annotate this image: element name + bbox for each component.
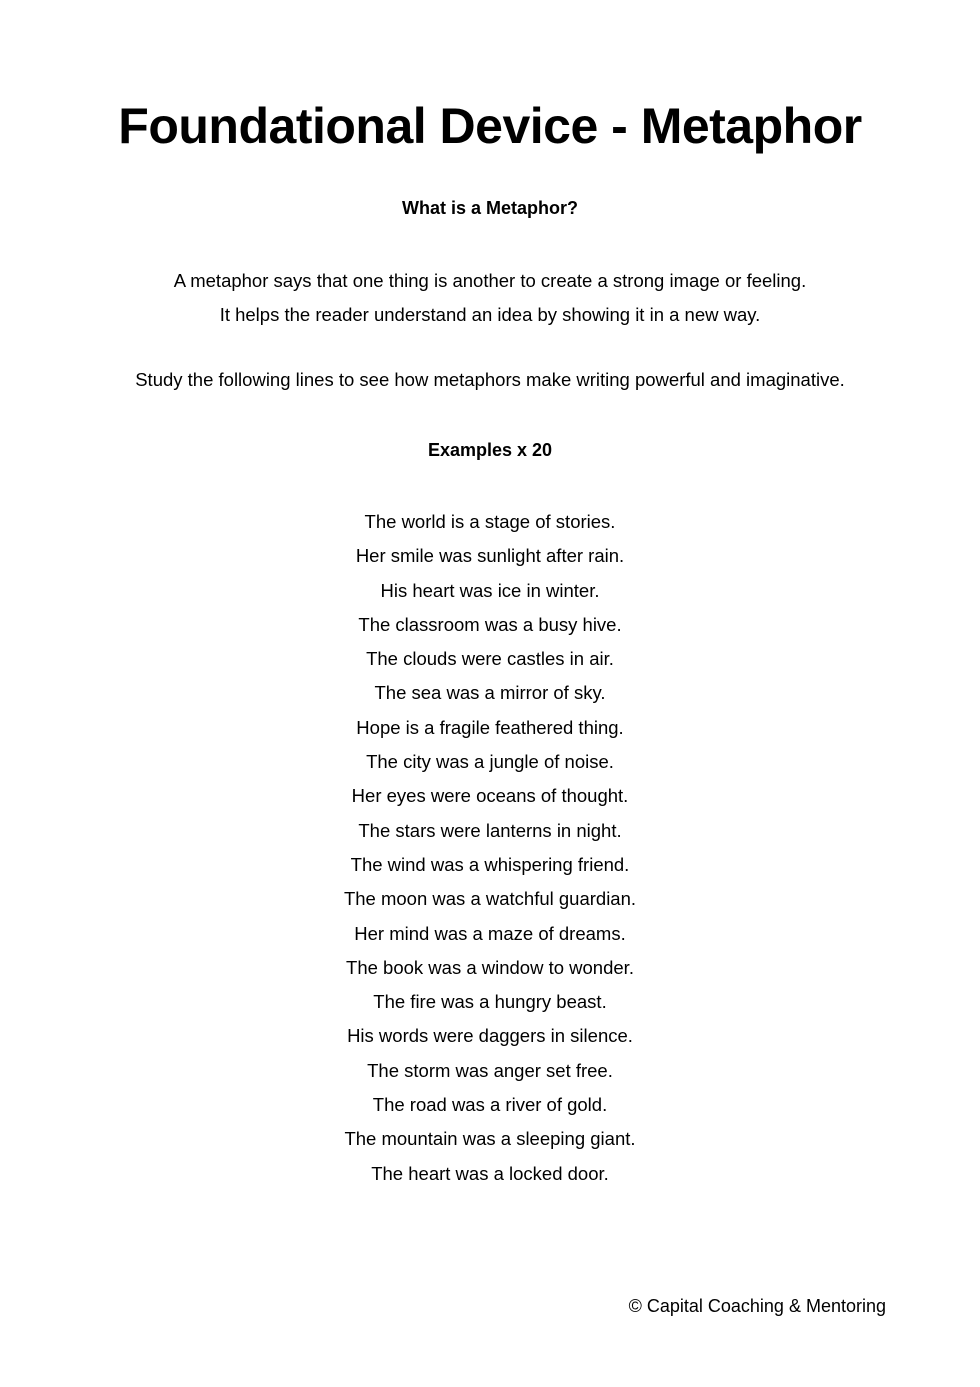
- intro-line: A metaphor says that one thing is another to create a strong image or feeling.: [173, 270, 807, 291]
- example-item: The heart was a locked door.: [371, 1162, 609, 1184]
- intro-paragraph: [0, 264, 980, 332]
- example-item: His heart was ice in winter.: [380, 579, 600, 601]
- examples-heading: Examples x 20: [427, 440, 553, 460]
- example-item: The city was a jungle of noise.: [366, 751, 614, 773]
- example-item: The sea was a mirror of sky.: [374, 682, 606, 704]
- study-instruction: Study the following lines to see how metaphors make writing powerful and imaginative.: [135, 369, 845, 390]
- example-item: Her mind was a maze of dreams.: [354, 922, 626, 944]
- example-item: The wind was a whispering friend.: [350, 853, 630, 875]
- example-item: The world is a stage of stories.: [364, 511, 616, 532]
- page-title: Foundational Device - Metaphor: [118, 98, 862, 154]
- example-item: The clouds were castles in air.: [366, 648, 614, 670]
- example-item: The mountain was a sleeping giant.: [344, 1128, 636, 1150]
- example-item: The classroom was a busy hive.: [358, 613, 622, 635]
- example-item: The book was a window to wonder.: [346, 956, 634, 978]
- example-item: The road was a river of gold.: [372, 1094, 608, 1116]
- examples-list: [0, 507, 980, 1193]
- intro-line: It helps the reader understand an idea by showing it in a new way.: [219, 304, 761, 325]
- example-item: The storm was anger set free.: [367, 1059, 613, 1081]
- example-item: Her smile was sunlight after rain.: [355, 545, 625, 567]
- definition-heading: What is a Metaphor?: [401, 198, 578, 218]
- example-item: The moon was a watchful guardian.: [343, 888, 637, 910]
- copyright-footer: © Capital Coaching & Mentoring: [628, 1296, 886, 1316]
- example-item: His words were daggers in silence.: [347, 1025, 633, 1047]
- example-item: The stars were lanterns in night.: [358, 819, 622, 841]
- example-item: The fire was a hungry beast.: [373, 991, 607, 1013]
- example-item: Hope is a fragile feathered thing.: [356, 716, 624, 738]
- example-item: Her eyes were oceans of thought.: [351, 785, 629, 807]
